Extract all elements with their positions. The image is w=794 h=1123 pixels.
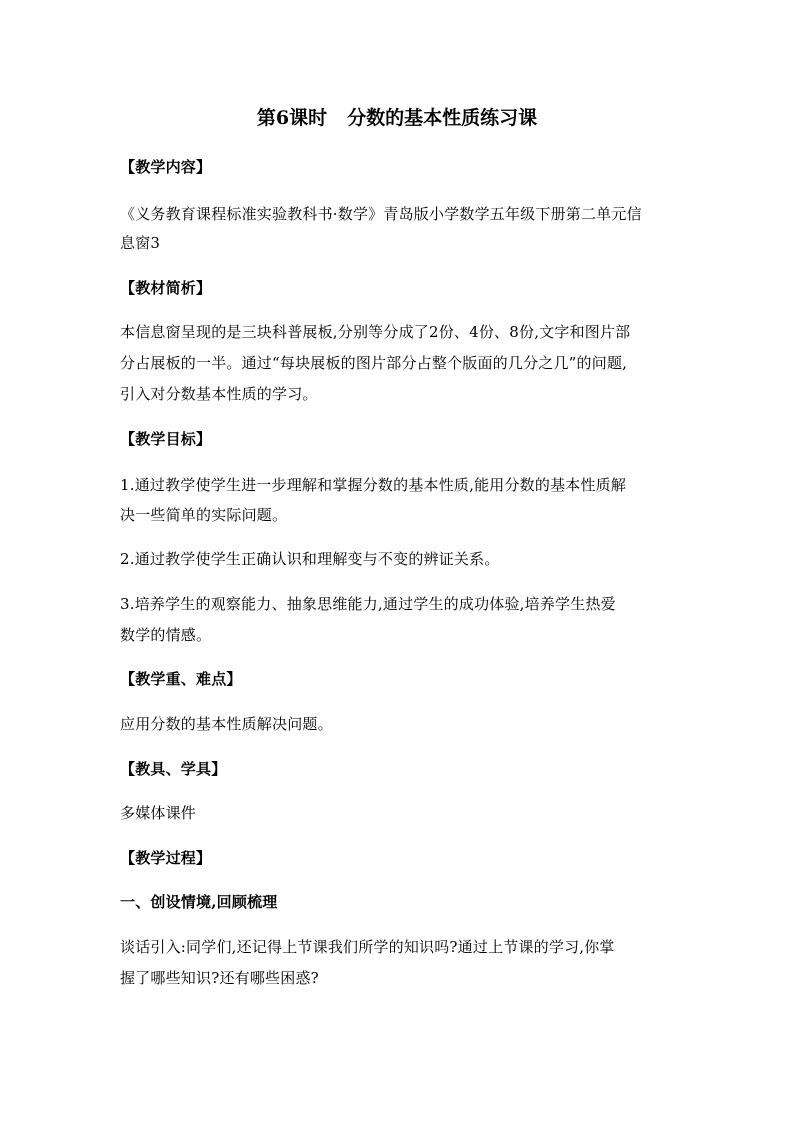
page-title [0, 106, 794, 130]
goal-3-line: 3.培养学生的观察能力、抽象思维能力,通过学生的成功体验,培养学生热爱 [120, 595, 616, 613]
goal-1-line: 1.通过教学使学生进一步理解和掌握分数的基本性质,能用分数的基本性质解 [120, 476, 627, 494]
paragraph-line: 谈话引入:同学们,还记得上节课我们所学的知识吗?通过上节课的学习,你掌 [120, 938, 615, 956]
paragraph-line: 应用分数的基本性质解决问题。 [120, 715, 333, 733]
paragraph-line: 本信息窗呈现的是三块科普展板,分别等分成了2份、4份、8份,文字和图片部 [120, 323, 631, 341]
section-heading-content: 【教学内容】 [120, 158, 212, 176]
goal-3-line: 数学的情感。 [120, 626, 212, 644]
goal-2-line: 2.通过教学使学生正确认识和理解变与不变的辨证关系。 [120, 550, 500, 568]
paragraph-line: 息窗3 [120, 234, 161, 252]
paragraph-line: 握了哪些知识?还有哪些困惑? [120, 969, 319, 987]
lesson-number: 第6课时 [256, 107, 328, 129]
section-heading-analysis: 【教材简析】 [120, 279, 212, 297]
lesson-title: 分数的基本性质练习课 [347, 107, 538, 129]
section-heading-goals: 【教学目标】 [120, 430, 212, 448]
paragraph-line: 分占展板的一半。通过“每块展板的图片部分占整个版面的几分之几”的问题, [120, 354, 628, 372]
goal-1-line: 决一些简单的实际问题。 [120, 506, 288, 524]
section-heading-process: 【教学过程】 [120, 849, 212, 867]
paragraph-line: 《义务教育课程标准实验教科书·数学》青岛版小学数学五年级下册第二单元信 [120, 205, 642, 223]
section-heading-key-points: 【教学重、难点】 [120, 670, 242, 688]
paragraph-line: 引入对分数基本性质的学习。 [120, 385, 318, 403]
paragraph-line: 多媒体课件 [120, 804, 197, 822]
section-heading-tools: 【教具、学具】 [120, 760, 227, 778]
step-1-heading: 一、创设情境,回顾梳理 [120, 893, 278, 911]
